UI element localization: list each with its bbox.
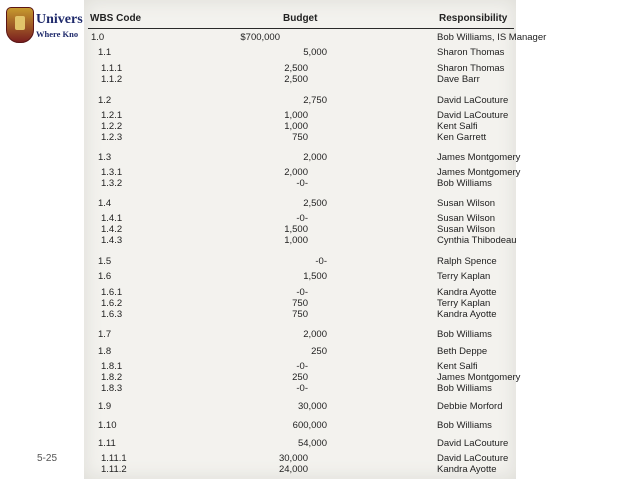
header-budget: Budget	[283, 13, 318, 24]
wbs-code-cell: 1.6.3	[101, 309, 123, 320]
wbs-code-cell: 1.2.3	[101, 132, 123, 143]
wbs-code-cell: 1.8.3	[101, 383, 123, 394]
budget-cell: 2,500	[303, 198, 327, 209]
budget-cell: -0-	[296, 361, 308, 372]
responsibility-cell: Terry Kaplan	[437, 271, 491, 282]
wbs-code-cell: 1.8.1	[101, 361, 123, 372]
slide-number: 5-25	[37, 453, 58, 464]
logo-name: Univers	[36, 12, 83, 27]
responsibility-cell: Dave Barr	[437, 74, 480, 85]
responsibility-cell: Bob Williams, IS Manager	[437, 32, 547, 43]
wbs-code-cell: 1.2.2	[101, 121, 123, 132]
budget-cell: 30,000	[278, 453, 308, 464]
budget-cell: 1,000	[284, 110, 308, 121]
responsibility-cell: Sharon Thomas	[437, 47, 505, 58]
responsibility-cell: Ralph Spence	[437, 256, 497, 267]
wbs-code-cell: 1.2.1	[101, 110, 123, 121]
budget-cell: 250	[311, 346, 327, 357]
logo-tagline: Where Kno	[36, 29, 79, 39]
responsibility-cell: James Montgomery	[437, 167, 521, 178]
responsibility-cell: Susan Wilson	[437, 224, 496, 235]
responsibility-cell: David LaCouture	[437, 95, 509, 106]
responsibility-cell: Bob Williams	[437, 383, 492, 394]
responsibility-cell: Beth Deppe	[437, 346, 488, 357]
wbs-code-cell: 1.0	[91, 32, 105, 43]
wbs-code-cell: 1.1.2	[101, 74, 123, 85]
budget-cell: -0-	[296, 213, 308, 224]
responsibility-cell: Bob Williams	[437, 178, 492, 189]
budget-cell: 5,000	[303, 47, 327, 58]
wbs-code-cell: 1.11	[98, 438, 116, 449]
budget-cell: 24,000	[278, 464, 308, 475]
wbs-code-cell: 1.11.1	[101, 453, 127, 464]
budget-cell: 1,500	[284, 224, 308, 235]
budget-cell: 250	[292, 372, 308, 383]
wbs-code-cell: 1.4.3	[101, 235, 123, 246]
responsibility-cell: James Montgomery	[437, 372, 521, 383]
budget-cell: 1,000	[284, 235, 308, 246]
wbs-code-cell: 1.3.1	[101, 167, 123, 178]
wbs-code-cell: 1.6.2	[101, 298, 123, 309]
budget-cell: 750	[292, 309, 308, 320]
wbs-code-cell: 1.6.1	[101, 287, 123, 298]
budget-cell: 2,500	[284, 74, 308, 85]
responsibility-cell: Kandra Ayotte	[437, 309, 497, 320]
budget-cell: 600,000	[292, 420, 327, 431]
responsibility-cell: Terry Kaplan	[437, 298, 491, 309]
responsibility-cell: David LaCouture	[437, 438, 509, 449]
responsibility-cell: James Montgomery	[437, 152, 521, 163]
wbs-code-cell: 1.10	[98, 420, 117, 431]
wbs-code-cell: 1.7	[98, 329, 112, 340]
wbs-code-cell: 1.4	[98, 198, 112, 209]
budget-cell: $700,000	[240, 32, 280, 43]
wbs-code-cell: 1.9	[98, 401, 112, 412]
header-responsibility: Responsibility	[439, 13, 508, 24]
wbs-code-cell: 1.4.2	[101, 224, 123, 235]
wbs-code-cell: 1.2	[98, 95, 112, 106]
budget-cell: 54,000	[297, 438, 327, 449]
university-logo	[0, 2, 84, 48]
budget-cell: 1,500	[303, 271, 327, 282]
wbs-code-cell: 1.11.2	[101, 464, 127, 475]
wbs-code-cell: 1.8.2	[101, 372, 123, 383]
wbs-code-cell: 1.1.1	[101, 63, 123, 74]
budget-cell: 750	[292, 132, 308, 143]
budget-cell: -0-	[296, 383, 308, 394]
university-seal-icon	[6, 7, 34, 43]
responsibility-cell: Bob Williams	[437, 329, 492, 340]
responsibility-cell: Kent Salfi	[437, 121, 478, 132]
budget-cell: 2,000	[284, 167, 308, 178]
responsibility-cell: Bob Williams	[437, 420, 492, 431]
header-wbs-code: WBS Code	[90, 13, 142, 24]
budget-cell: 2,500	[284, 63, 308, 74]
budget-cell: 2,750	[303, 95, 327, 106]
wbs-code-cell: 1.3.2	[101, 178, 123, 189]
responsibility-cell: Kent Salfi	[437, 361, 478, 372]
wbs-code-cell: 1.5	[98, 256, 112, 267]
budget-cell: 1,000	[284, 121, 308, 132]
budget-cell: 2,000	[303, 152, 327, 163]
wbs-budget-table	[84, 0, 547, 479]
responsibility-cell: David LaCouture	[437, 453, 509, 464]
responsibility-cell: Kandra Ayotte	[437, 287, 497, 298]
budget-cell: -0-	[315, 256, 327, 267]
responsibility-cell: Susan Wilson	[437, 213, 496, 224]
budget-cell: 2,000	[303, 329, 327, 340]
header-rule	[88, 28, 514, 29]
responsibility-cell: David LaCouture	[437, 110, 509, 121]
responsibility-cell: Debbie Morford	[437, 401, 503, 412]
budget-cell: -0-	[296, 287, 308, 298]
wbs-code-cell: 1.3	[98, 152, 112, 163]
responsibility-cell: Kandra Ayotte	[437, 464, 497, 475]
responsibility-cell: Cynthia Thibodeau	[437, 235, 517, 246]
wbs-code-cell: 1.4.1	[101, 213, 123, 224]
budget-cell: -0-	[296, 178, 308, 189]
wbs-code-cell: 1.6	[98, 271, 112, 282]
responsibility-cell: Susan Wilson	[437, 198, 496, 209]
wbs-code-cell: 1.1	[98, 47, 112, 58]
wbs-code-cell: 1.8	[98, 346, 112, 357]
responsibility-cell: Sharon Thomas	[437, 63, 505, 74]
budget-cell: 30,000	[297, 401, 327, 412]
responsibility-cell: Ken Garrett	[437, 132, 487, 143]
budget-cell: 750	[292, 298, 308, 309]
